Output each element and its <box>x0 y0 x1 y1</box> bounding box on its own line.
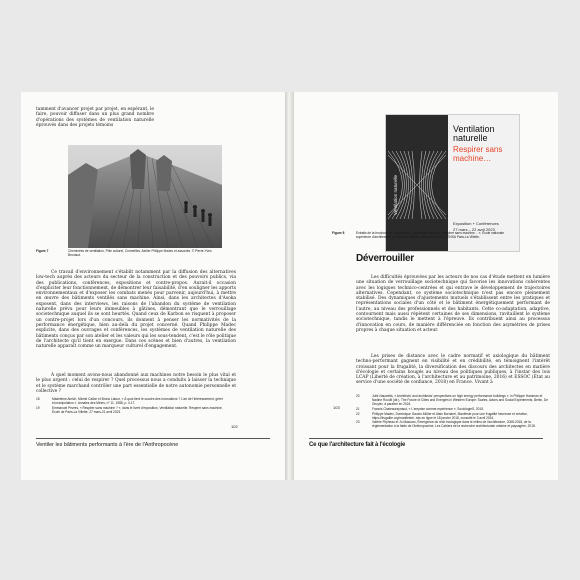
footnote-number: 19 <box>36 405 40 410</box>
footnote <box>36 407 226 415</box>
footnote-number: 20 <box>356 394 360 398</box>
figure-label: Figure 8 <box>332 231 345 235</box>
footnote-text: Julie Nauwelts, « Architects' and architects' perspectives on high energy performance buildings », in Philippe Hamman et Nadine Roudil (dir.), The Future of Cities and Energies in Western Europe: Scales, Actors and Social Experiments, Berlin, De Gruyter, à paraître en 2024. <box>372 394 548 406</box>
body-paragraph-2: Les prises de distance avec le cadre normatif et axiologique du bâtiment techno-performant gagnent en visibilité et en crédibilité, en témoignent l'intérêt croissant pour la frugalité, la diversification des discours des architectes en matière d'écologie et certains bougés au niveau des politiques publiques, à l'instar des lois LCAP (Liberté de création, à l'architecture et au patrimoine, 2016) et ESSOC (État au service d'une société de confiance, 2018) en France. Vivant à <box>356 354 550 386</box>
footnote-number: 18 <box>36 397 40 401</box>
poster-side-title: Ventilation naturelle <box>393 174 398 215</box>
footnote-text: Francis Chateauraynaud, « L'emprise comme expérience », SociologieS, 2015. <box>372 406 484 411</box>
footnote-text: Madeleine Akrich, Michel Callon et Bruno Latour, « À quoi tient le succès des innovations ? L'art de l'intéressement, gérer et manipulation », Annales des Mines, n° 11, 1988, p. 4-17. <box>52 397 223 405</box>
footnotes <box>36 398 226 415</box>
footnote-text: Emmanuel Pezrès, « Respirer sans machine ? », dans le livret d'exposition, Ventilation naturelle. Respirer sans machine, École de Paris-La Villette, 27 mars-21 avril 2023. <box>52 405 223 414</box>
ventilation-chimneys-photo <box>68 145 222 248</box>
footnote <box>356 421 550 429</box>
poster-title: Ventilation naturelle <box>453 124 495 143</box>
footnote-number: 21 <box>356 406 360 411</box>
body-paragraph-1: Ce travail d'environnement s'établit notamment par la diffusion des alternatives low-tech auprès des acteurs du secteur de la construction et des pouvoirs publics, via des publications, conférences, expositions et contre-propos. Aurait-il occasion d'expliciter leur fonctionnement, de démontrer leur faisabilité, d'en souligner les apports environnementaux et d'exposer les combats menés pour parvenir, aujourd'hui, à mettre en œuvre des bâtiments ventilés sans machine. Ainsi, dans les architectes d'Asoka exposent, dans des interviews, les raisons de l'abandon du système de ventilation naturelle prévu pour leurs immeubles à gâtines, démontrant que le verrouillage sociotechnique auquel ils se sont heurtés. Quand ceux de Karbon se risquent à proposer un contre-projet lors d'un concours, ils donnent à penser les normativités de la performance énergétique, bien au-delà du projet concerné. Quand Philippe Madec explicite, dans des ouvrages et conférences, les systèmes de ventilation naturelle des bâtiments conçus par son atelier et les valeurs qui les sous-tendent, c'est le rôle politique de l'architecte qu'il tient en exergue. Dans ces scènes et bien d'autres, la ventilation naturelle apparaît comme un marqueur culturel d'engagement. <box>36 270 236 350</box>
figure-label: Figure 7 <box>36 249 49 253</box>
footer-rule <box>309 438 543 439</box>
right-page <box>294 92 558 480</box>
photo-illustration <box>68 145 222 248</box>
poster-subtitle: Respirer sans machine… <box>453 145 503 163</box>
footer-rule <box>36 438 270 439</box>
poster-event: Exposition + Conférences <box>453 221 499 226</box>
body-paragraph-2: À quel moment avons-nous abandonné aux machines notre besoin le plus vital et le plus urgent : celui de respirer ? Quel processus nous a conduits à laisser la technique et le système marchand contrôler une part essentielle de notre autonomie personnelle et collective ? <box>36 373 236 394</box>
footnote <box>36 398 226 406</box>
figure-caption: Extraits de la brochure de l'exposition « Ventilation naturelle. Respirer sans machine… », École nationale supérieure d'architecture de Paris-La Villette, mars-avril 2023. © ENSA Paris-La Villette. <box>356 231 505 239</box>
page-number: 103 <box>333 405 340 410</box>
footnote-number: 22 <box>356 411 360 416</box>
body-paragraph-1: Les difficultés éprouvées par les acteurs de nos cas d'étude mettent en lumière une situation de verrouillage sociotechnique qui favorise les innovations cohérentes avec les logiques technico-centrées et qui entrave le développement de trajectoires alternatives. Cependant, ce système sociotechnique n'est pas encore pleinement stabilisé. Des dynamiques d'ajustements mutuels s'établissent entre les pratiques et représentations sociales d'un côté et le bâtiment énergétiquement performant de l'autre, au niveau des professionnels et des habitants. Cette co-adaptation, adaptive, contournent mais aussi répètent certaines de ses dimensions, ravitaillent le système sociotechnique, tandis le mettent à l'épreuve. Ils contribuent ainsi au processus d'innovation en cours, de manière différenciée en fonction des asymétries de prises propres à chaque situation et acteur. <box>356 275 550 333</box>
page-number: 102 <box>231 424 238 429</box>
footnote <box>356 395 550 407</box>
section-heading: Déverrouiller <box>356 253 414 264</box>
figure-caption: Cheminées de ventilation, Pôle culturel, Cormeilles, Atelier Philippe Madec et associés. © Pierre-Yves Brunaud. <box>68 249 212 257</box>
footnote-text: Philippe Madec, Dominique Gauzin-Müller et Alain Bornarel, Manifeste pour une frugalité heureuse et créative, https://frugalite.org/manifeste/, mis en ligne le 18 janvier 2018, consulté le 3 avril 2024. <box>372 411 528 420</box>
footnote-text: Valérie Flipheau et Jo Mascaro, Émergence du récit écologique dans le milieu de l'architecture, 2008-2018, de la réglementation à la fable de l'Anthropocène, Les Cahiers de la recherche architecturale urbaine et paysagère, 2018. <box>372 420 536 429</box>
left-page <box>21 92 285 480</box>
running-title: Ce que l'architecture fait à l'écologie <box>309 442 406 448</box>
footnotes <box>356 395 550 429</box>
footnote-number: 23 <box>356 420 360 425</box>
intro-paragraph: tamment d'avancer projet par projet, en espérant, le faire, pouvoir diffuser dans un plus grand nombre d'opérations des systèmes de ventilation naturelle éprouvés dans des projets témoins <box>36 107 154 128</box>
running-title: Ventiler les bâtiments performants à l'ère de l'Anthropocène <box>36 442 179 448</box>
book-gutter <box>285 92 294 480</box>
poster-dates: 27 mars – 22 avril 2023 <box>453 227 495 232</box>
